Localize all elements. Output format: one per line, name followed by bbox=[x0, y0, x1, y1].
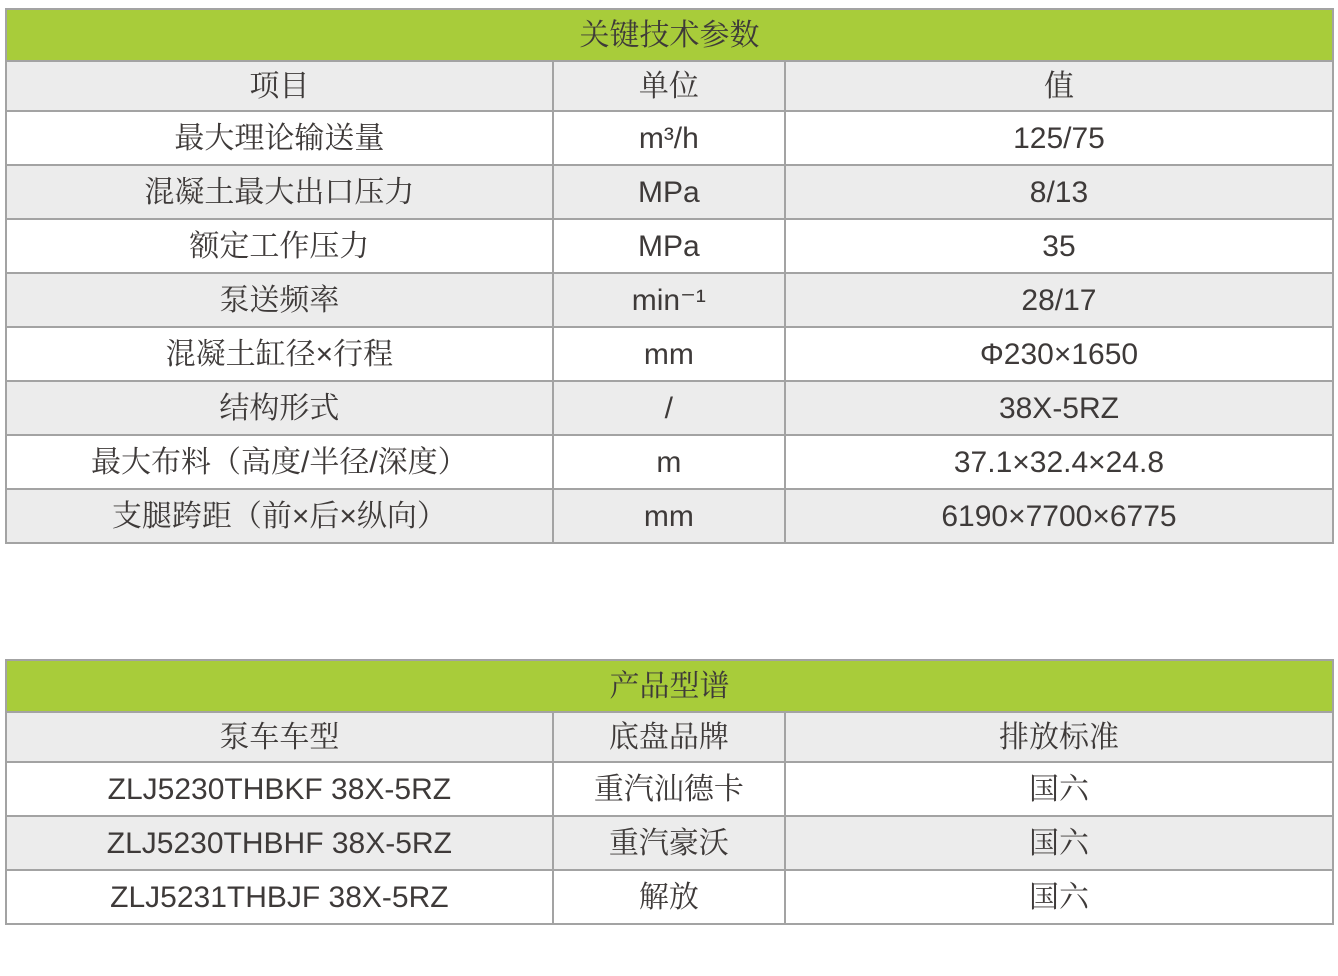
column-header-emission: 排放标准 bbox=[785, 712, 1333, 762]
spec-value-cell: 37.1×32.4×24.8 bbox=[785, 435, 1333, 489]
spec-unit-cell: m³/h bbox=[553, 111, 785, 165]
spec-row bbox=[6, 381, 1333, 435]
spec-item-cell: 泵送频率 bbox=[6, 273, 553, 327]
product-row bbox=[6, 762, 1333, 816]
product-spectrum-header-row bbox=[6, 712, 1333, 762]
spec-item-cell: 支腿跨距（前×后×纵向） bbox=[6, 489, 553, 543]
spec-unit-cell: mm bbox=[553, 489, 785, 543]
spec-value-cell: 8/13 bbox=[785, 165, 1333, 219]
spec-value-cell: 6190×7700×6775 bbox=[785, 489, 1333, 543]
product-emission-cell: 国六 bbox=[785, 762, 1333, 816]
spec-value-cell: 125/75 bbox=[785, 111, 1333, 165]
product-emission-cell: 国六 bbox=[785, 816, 1333, 870]
spec-unit-cell: / bbox=[553, 381, 785, 435]
spec-item-cell: 混凝土缸径×行程 bbox=[6, 327, 553, 381]
spec-item-cell: 最大布料（高度/半径/深度） bbox=[6, 435, 553, 489]
spec-row bbox=[6, 435, 1333, 489]
spec-value-cell: 38X-5RZ bbox=[785, 381, 1333, 435]
spec-item-cell: 结构形式 bbox=[6, 381, 553, 435]
key-parameters-title: 关键技术参数 bbox=[6, 9, 1333, 61]
spec-row bbox=[6, 327, 1333, 381]
spec-row bbox=[6, 219, 1333, 273]
product-emission-cell: 国六 bbox=[785, 870, 1333, 924]
spec-row bbox=[6, 273, 1333, 327]
product-spectrum-title: 产品型谱 bbox=[6, 660, 1333, 712]
product-chassis-cell: 重汽豪沃 bbox=[553, 816, 785, 870]
key-parameters-title-row bbox=[6, 9, 1333, 61]
column-header-unit: 单位 bbox=[553, 61, 785, 111]
product-spectrum-section bbox=[5, 659, 1334, 925]
key-parameters-table bbox=[5, 8, 1334, 544]
product-chassis-cell: 重汽汕德卡 bbox=[553, 762, 785, 816]
spec-value-cell: Φ230×1650 bbox=[785, 327, 1333, 381]
spec-value-cell: 28/17 bbox=[785, 273, 1333, 327]
spec-item-cell: 额定工作压力 bbox=[6, 219, 553, 273]
product-chassis-cell: 解放 bbox=[553, 870, 785, 924]
spec-item-cell: 混凝土最大出口压力 bbox=[6, 165, 553, 219]
spec-unit-cell: m bbox=[553, 435, 785, 489]
product-model-cell: ZLJ5231THBJF 38X-5RZ bbox=[6, 870, 553, 924]
product-model-cell: ZLJ5230THBKF 38X-5RZ bbox=[6, 762, 553, 816]
product-model-cell: ZLJ5230THBHF 38X-5RZ bbox=[6, 816, 553, 870]
column-header-chassis: 底盘品牌 bbox=[553, 712, 785, 762]
spec-value-cell: 35 bbox=[785, 219, 1333, 273]
spec-unit-cell: MPa bbox=[553, 219, 785, 273]
product-row bbox=[6, 870, 1333, 924]
product-row bbox=[6, 816, 1333, 870]
spec-row bbox=[6, 489, 1333, 543]
column-header-model: 泵车车型 bbox=[6, 712, 553, 762]
column-header-item: 项目 bbox=[6, 61, 553, 111]
spec-row bbox=[6, 165, 1333, 219]
spec-item-cell: 最大理论输送量 bbox=[6, 111, 553, 165]
product-spectrum-table bbox=[5, 659, 1334, 925]
key-parameters-header-row bbox=[6, 61, 1333, 111]
spec-unit-cell: min⁻¹ bbox=[553, 273, 785, 327]
spec-unit-cell: mm bbox=[553, 327, 785, 381]
spec-unit-cell: MPa bbox=[553, 165, 785, 219]
product-spectrum-title-row bbox=[6, 660, 1333, 712]
spec-row bbox=[6, 111, 1333, 165]
column-header-value: 值 bbox=[785, 61, 1333, 111]
